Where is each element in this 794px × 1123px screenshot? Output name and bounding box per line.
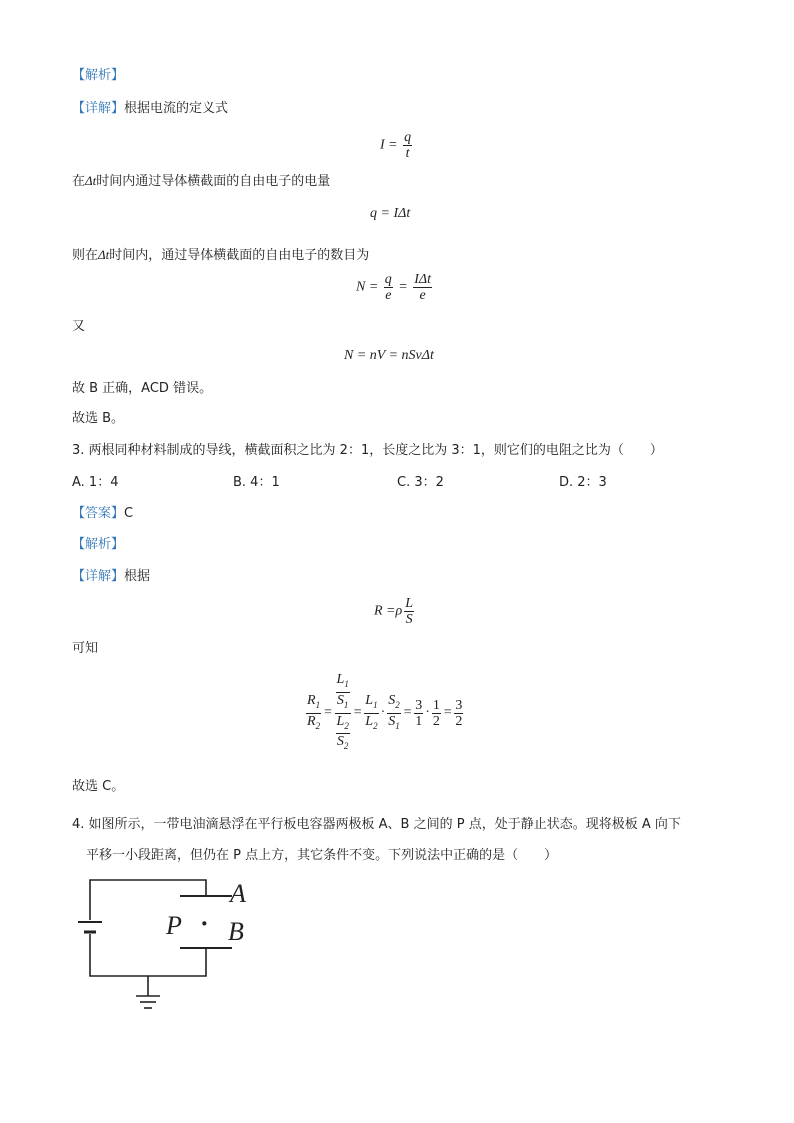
top-wire — [90, 880, 206, 920]
formula-n-nv: N = nV = nSvΔt — [344, 348, 434, 363]
formula-resistance: R =ρ $\frac{L}{S}$ — [374, 596, 414, 627]
select-line-2: 故选 C。 — [72, 779, 125, 794]
option-b: B. 4：1 — [233, 475, 280, 490]
question-3: 3. 两根同种材料制成的导线，横截面积之比为 2：1，长度之比为 3：1，则它们的电阻之比为（ ） — [72, 443, 663, 458]
electron-count-line: 则在Δt时间内，通过导体横截面的自由电子的数目为 — [72, 247, 370, 263]
option-a: A. 1：4 — [72, 475, 119, 490]
capacitor-circuit-diagram — [70, 870, 270, 1020]
answer-value: C — [124, 506, 134, 521]
formula-charge: q = IΔt — [370, 206, 411, 221]
select-line: 故选 B。 — [72, 411, 125, 426]
analysis-tag: 【解析】 — [72, 68, 125, 83]
know-line: 可知 — [72, 641, 99, 656]
detail-line-2: 【详解】根据 — [72, 569, 151, 584]
detail-line — [72, 100, 228, 118]
oil-drop-dot: · — [200, 909, 209, 938]
conclusion-line: 故 B 正确，ACD 错误。 — [72, 381, 213, 396]
charge-line: 在Δt时间内通过导体横截面的自由电子的电量 — [72, 173, 331, 189]
bottom-wire — [90, 934, 206, 976]
formula-resistance-ratio: $\frac{R_1}{R_2}$ = $\frac{\frac{L_1}{S_1}}{\frac{L_2}{S_2}}$ = $\frac{L_1}{L_2}$ · $\frac{S_2}{S_1}$ = $\frac{3}{1}$ · $\frac{1}{2}$ = $\frac{3}{2}$ — [307, 672, 463, 752]
label-b: B — [228, 917, 244, 946]
option-d: D. 2：3 — [559, 475, 607, 490]
label-a: A — [230, 879, 246, 908]
detail-text: 根据电流的定义式 — [124, 101, 229, 116]
analysis-tag-2: 【解析】 — [72, 537, 125, 552]
question-4-line1: 4. 如图所示，一带电油滴悬浮在平行板电容器两极板 A、B 之间的 P 点，处于静止状态。现将极板 A 向下 — [72, 817, 681, 832]
detail-tag: 【详解】 — [72, 101, 125, 116]
question-4-line2: 平移一小段距离，但仍在 P 点上方，其它条件不变。下列说法中正确的是（ ） — [86, 848, 558, 863]
answer-tag: 【答案】 — [72, 506, 125, 521]
formula-electron-count: N = $\frac{q}{e}$ = $\frac{\text{IΔt}}{e}$ — [356, 272, 432, 303]
formula-current-definition: I = $\frac{q}{t}$ — [380, 130, 412, 161]
label-p: P — [166, 911, 182, 940]
answer-line — [72, 505, 133, 523]
option-c: C. 3：2 — [397, 475, 444, 490]
also-line: 又 — [72, 319, 86, 334]
